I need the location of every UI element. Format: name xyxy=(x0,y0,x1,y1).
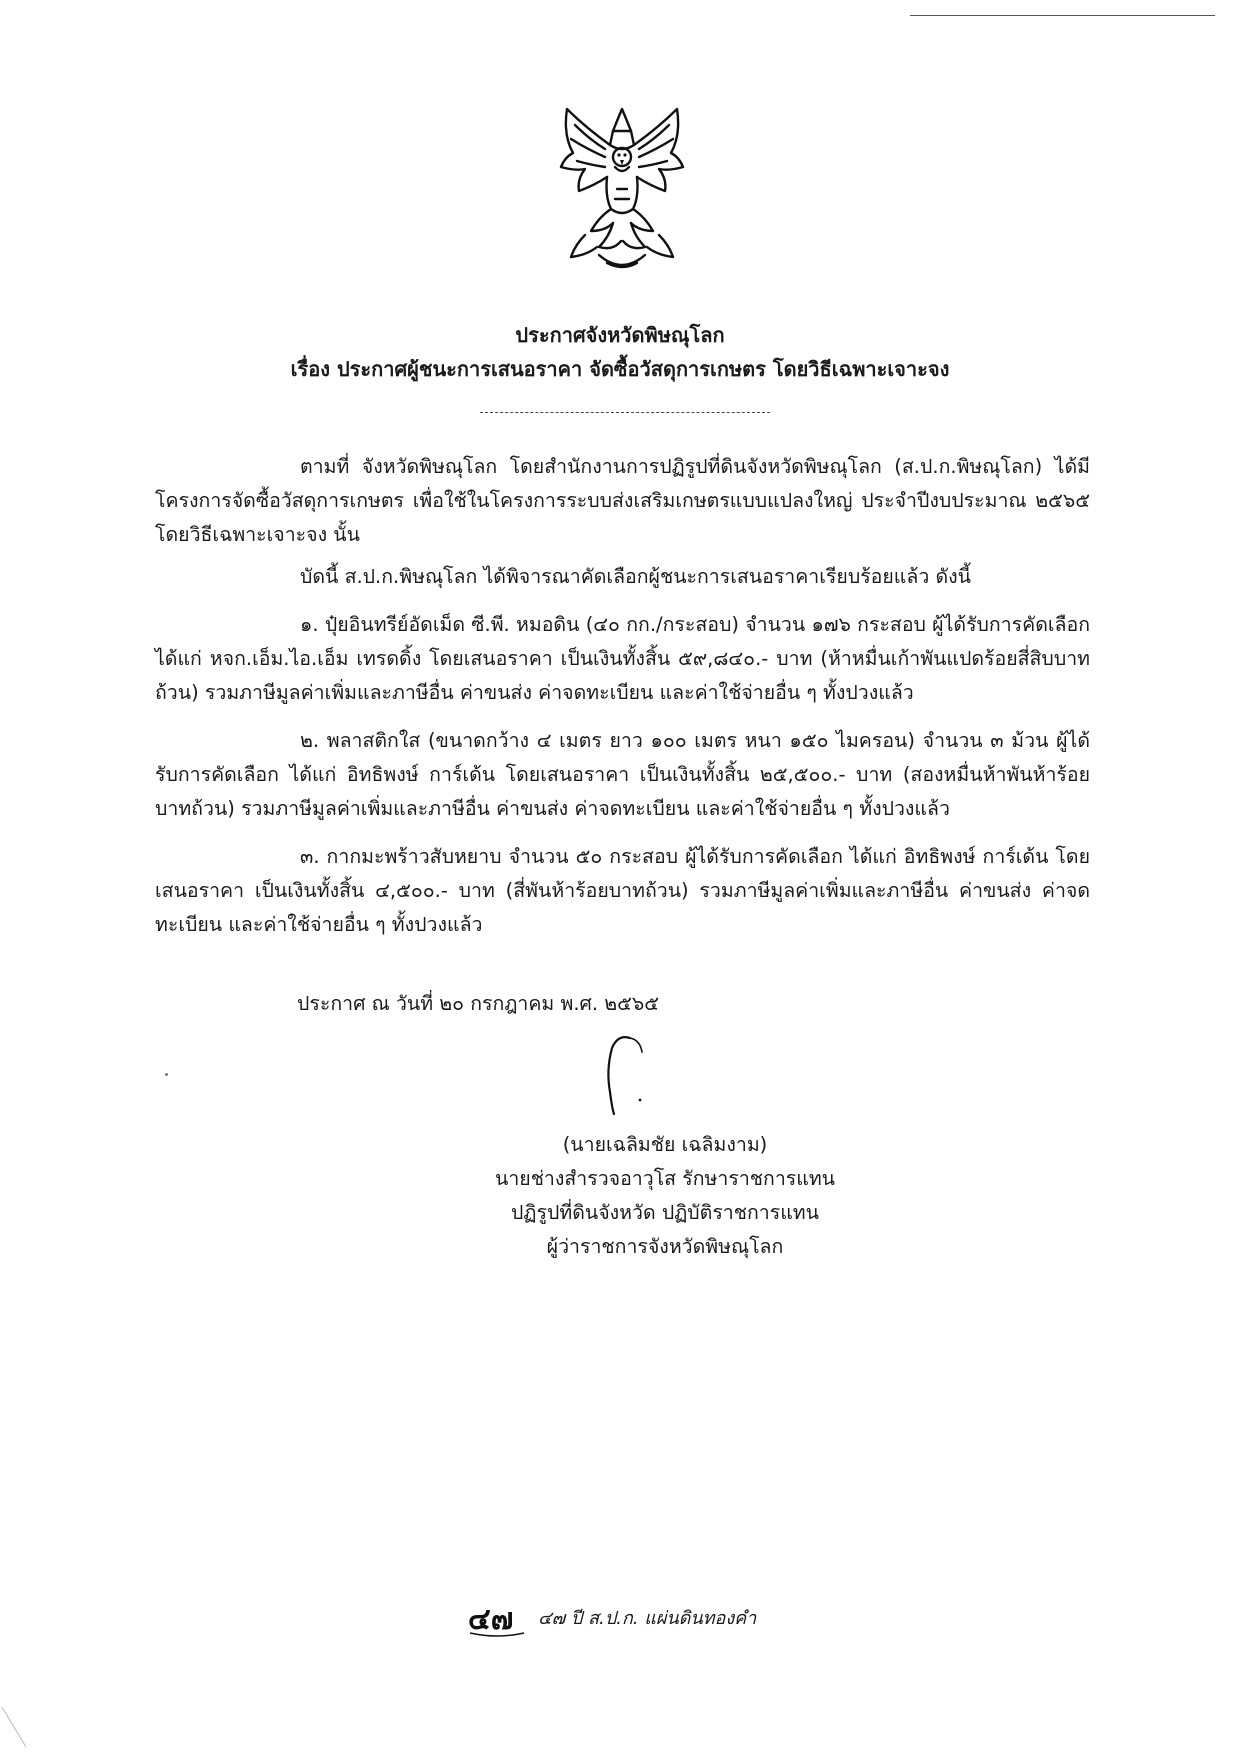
svg-text:๔๗: ๔๗ xyxy=(468,1602,514,1637)
garuda-emblem-icon xyxy=(555,105,690,280)
announcement-date: ประกาศ ณ วันที่ ๒๐ กรกฎาคม พ.ศ. ๒๕๖๕ xyxy=(297,992,660,1015)
award-item-1: ๑. ปุ๋ยอินทรีย์อัดเม็ด ซี.พี. หมอดิน (๔๐ กก./กระสอบ) จำนวน ๑๗๖ กระสอบ ผู้ได้รับการคัดเลือก ได้แก่ หจก.เอ็ม.ไอ.เอ็ม เทรดดิ้ง โดยเสนอราคา เป็นเงินทั้งสิ้น ๕๙,๘๔๐.- บาท (ห้าหมื่นเก้าพันแปดร้อยสี่สิบบาทถ้วน) รวมภาษีมูลค่าเพิ่มและภาษีอื่น ค่าขนส่ง ค่าจดทะเบียน และค่าใช้จ่ายอื่น ๆ ทั้งปวงแล้ว xyxy=(155,613,1090,704)
signature-block xyxy=(460,1128,870,1264)
signer-position-3: ผู้ว่าราชการจังหวัดพิษณุโลก xyxy=(546,1235,784,1258)
intro-paragraph: ตามที่ จังหวัดพิษณุโลก โดยสำนักงานการปฏิรูปที่ดินจังหวัดพิษณุโลก (ส.ป.ก.พิษณุโลก) ได้มีโครงการจัดซื้อวัสดุการเกษตร เพื่อใช้ในโครงการระบบส่งเสริมเกษตรแบบแปลงใหญ่ ประจำปีงบประมาณ ๒๕๖๕ โดยวิธีเฉพาะเจาะจง นั้น xyxy=(155,455,1090,546)
document-header xyxy=(0,318,1240,386)
document-body xyxy=(155,450,1090,950)
signature-mark xyxy=(600,1030,650,1120)
scan-artifact xyxy=(0,1705,30,1750)
signer-name: (นายเฉลิมชัย เฉลิมงาม) xyxy=(562,1133,768,1156)
document-title: ประกาศจังหวัดพิษณุโลก xyxy=(515,323,725,347)
anniversary-logo xyxy=(466,1597,528,1637)
footer-slogan: ๔๗ ปี ส.ป.ก. แผ่นดินทองคำ xyxy=(538,1608,757,1629)
scan-speck xyxy=(165,1073,168,1076)
decision-paragraph: บัดนี้ ส.ป.ก.พิษณุโลก ได้พิจารณาคัดเลือกผู้ชนะการเสนอราคาเรียบร้อยแล้ว ดังนี้ xyxy=(300,565,971,588)
top-edge-line xyxy=(910,15,1215,16)
title-divider xyxy=(480,412,770,413)
award-item-2: ๒. พลาสติกใส (ขนาดกว้าง ๔ เมตร ยาว ๑๐๐ เมตร หนา ๑๕๐ ไมครอน) จำนวน ๓ ม้วน ผู้ได้รับการคัดเลือก ได้แก่ อิทธิพงษ์ การ์เด้น โดยเสนอราคา เป็นเงินทั้งสิ้น ๒๕,๕๐๐.- บาท (สองหมื่นห้าพันห้าร้อยบาทถ้วน) รวมภาษีมูลค่าเพิ่มและภาษีอื่น ค่าขนส่ง ค่าจดทะเบียน และค่าใช้จ่ายอื่น ๆ ทั้งปวงแล้ว xyxy=(155,729,1090,820)
signer-position-2: ปฏิรูปที่ดินจังหวัด ปฏิบัติราชการแทน xyxy=(511,1201,819,1224)
signer-position-1: นายช่างสำรวจอาวุโส รักษาราชการแทน xyxy=(494,1167,836,1190)
award-item-3: ๓. กากมะพร้าวสับหยาบ จำนวน ๕๐ กระสอบ ผู้ได้รับการคัดเลือก ได้แก่ อิทธิพงษ์ การ์เด้น โดยเสนอราคา เป็นเงินทั้งสิ้น ๔,๕๐๐.- บาท (สี่พันห้าร้อยบาทถ้วน) รวมภาษีมูลค่าเพิ่มและภาษีอื่น ค่าขนส่ง ค่าจดทะเบียน และค่าใช้จ่ายอื่น ๆ ทั้งปวงแล้ว xyxy=(155,845,1090,936)
document-subject: เรื่อง ประกาศผู้ชนะการเสนอราคา จัดซื้อวัสดุการเกษตร โดยวิธีเฉพาะเจาะจง xyxy=(290,357,950,381)
